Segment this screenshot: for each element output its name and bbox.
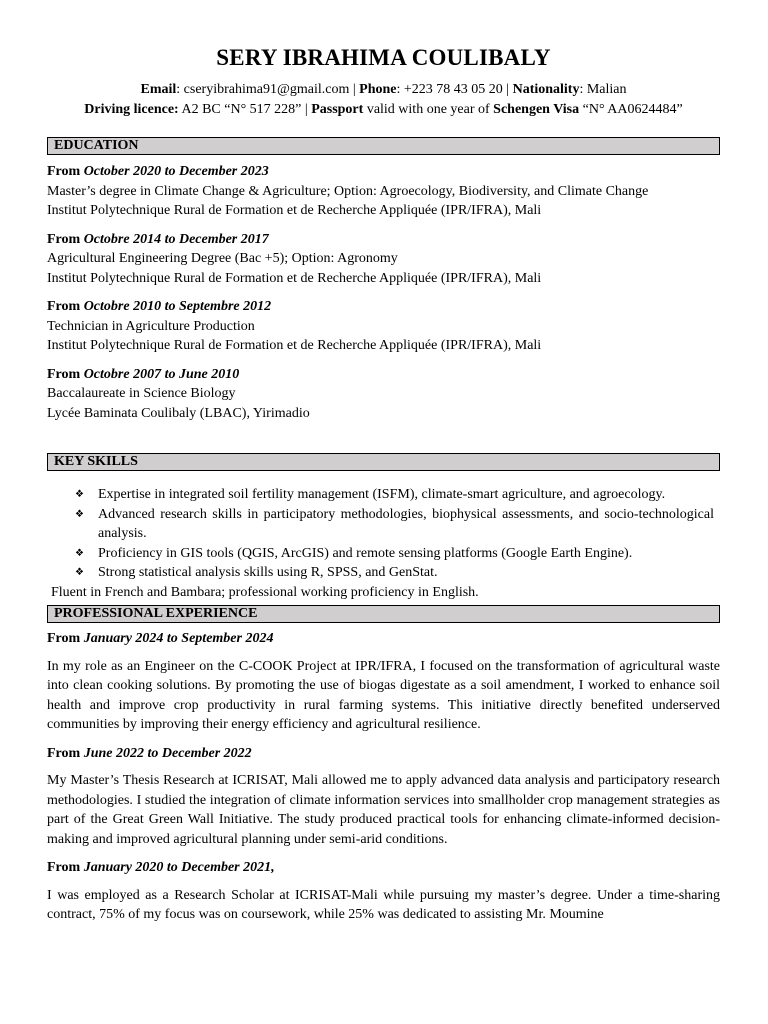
contact-block [47, 80, 720, 119]
nationality-value: : Malian [579, 82, 627, 97]
passport-label: Passport [311, 101, 364, 117]
education-section-header: EDUCATION [47, 137, 720, 155]
experience-entry [47, 629, 720, 735]
education-period: From Octobre 2010 to Septembre 2012 [47, 299, 272, 314]
education-institution: Institut Polytechnique Rural de Formation et de Recherche Appliquée (IPR/IFRA), Mali [47, 270, 542, 286]
nationality-label: Nationality [512, 82, 580, 97]
education-degree: Master’s degree in Climate Change & Agriculture; Option: Agroecology, Biodiversity, and Climate Change [47, 183, 649, 199]
email-label: Email [140, 82, 177, 97]
education-period: From Octobre 2007 to June 2010 [47, 366, 240, 382]
experience-description: My Master’s Thesis Research at ICRISAT, Mali allowed me to apply advanced data analysis and participatory research methodologies. I studied the integration of climate information services into smallholder crop management strategies as part of the Great Green Wall Initiative. The study produced practical tools for enhancing climate-informed decision-making and improved agricultural planning under semi-arid conditions. [47, 773, 720, 847]
education-degree: Baccalaureate in Science Biology [47, 386, 236, 401]
education-institution: Lycée Baminata Coulibaly (LBAC), Yirimadio [47, 405, 310, 421]
visa-label: Schengen Visa [493, 101, 580, 117]
experience-period: From January 2020 to December 2021, [47, 860, 275, 875]
languages-line: Fluent in French and Bambara; professional working proficiency in English. [51, 584, 479, 600]
diamond-bullet-icon: ❖ [75, 567, 84, 578]
licence-value: A2 BC “N° 517 228” | [178, 101, 312, 117]
visa-value: “N° AA0624484” [579, 101, 683, 117]
diamond-bullet-icon: ❖ [75, 489, 84, 500]
phone-value: : +223 78 43 05 20 | [396, 82, 513, 97]
cv-page [47, 0, 720, 925]
education-entry [47, 297, 720, 356]
skills-list [47, 485, 720, 583]
candidate-name: SERY IBRAHIMA COULIBALY [216, 45, 551, 70]
education-institution: Institut Polytechnique Rural de Formation et de Recherche Appliquée (IPR/IFRA), Mali [47, 203, 542, 218]
experience-description: In my role as an Engineer on the C-COOK Project at IPR/IFRA, I focused on the transformation of agricultural waste into clean cooking solutions. By promoting the use of biogas digestate as a soil amendment, I worked to enhance soil health and improve crop productivity in rural farming systems. This initiative directly benefited underserved communities by improving their energy efficiency and agricultural resilience. [47, 658, 720, 732]
phone-label: Phone [359, 82, 397, 97]
education-entry [47, 365, 720, 424]
education-institution: Institut Polytechnique Rural de Formation et de Recherche Appliquée (IPR/IFRA), Mali [47, 338, 542, 353]
licence-label: Driving licence: [84, 101, 179, 117]
diamond-bullet-icon: ❖ [75, 547, 84, 559]
experience-section-header: PROFESSIONAL EXPERIENCE [47, 605, 720, 623]
list-item: ❖ Proficiency in GIS tools (QGIS, ArcGIS) and remote sensing platforms (Google Earth Engine). [47, 544, 720, 564]
experience-entry [47, 744, 720, 850]
email-value: : cseryibrahima91@gmail.com | [176, 82, 360, 97]
education-entry [47, 162, 720, 221]
contact-line-1 [47, 80, 720, 100]
experience-entry [47, 858, 720, 925]
list-item: ❖ Strong statistical analysis skills using R, SPSS, and GenStat. [47, 563, 720, 583]
skills-section-header: KEY SKILLS [47, 453, 720, 471]
list-item: ❖ Expertise in integrated soil fertility management (ISFM), climate-smart agriculture, and agroecology. [47, 485, 720, 505]
experience-period: From January 2024 to September 2024 [47, 631, 274, 646]
experience-description: I was employed as a Research Scholar at ICRISAT-Mali while pursuing my master’s degree. Under a time-sharing contract, 75% of my focus was on coursework, while 25% was dedicated to assisting Mr. Moumine [47, 887, 720, 922]
contact-line-2 [47, 100, 720, 120]
list-item: ❖ Advanced research skills in participatory methodologies, biophysical assessments, and socio-technological analysis. [75, 506, 714, 541]
experience-period: From June 2022 to December 2022 [47, 745, 252, 761]
diamond-bullet-icon: ❖ [75, 508, 84, 520]
passport-value: valid with one year of [363, 101, 494, 117]
education-period: From Octobre 2014 to December 2017 [47, 231, 269, 247]
education-entry [47, 230, 720, 289]
education-degree: Agricultural Engineering Degree (Bac +5); Option: Agronomy [47, 251, 398, 266]
education-period: From October 2020 to December 2023 [47, 164, 269, 179]
education-degree: Technician in Agriculture Production [47, 318, 255, 334]
